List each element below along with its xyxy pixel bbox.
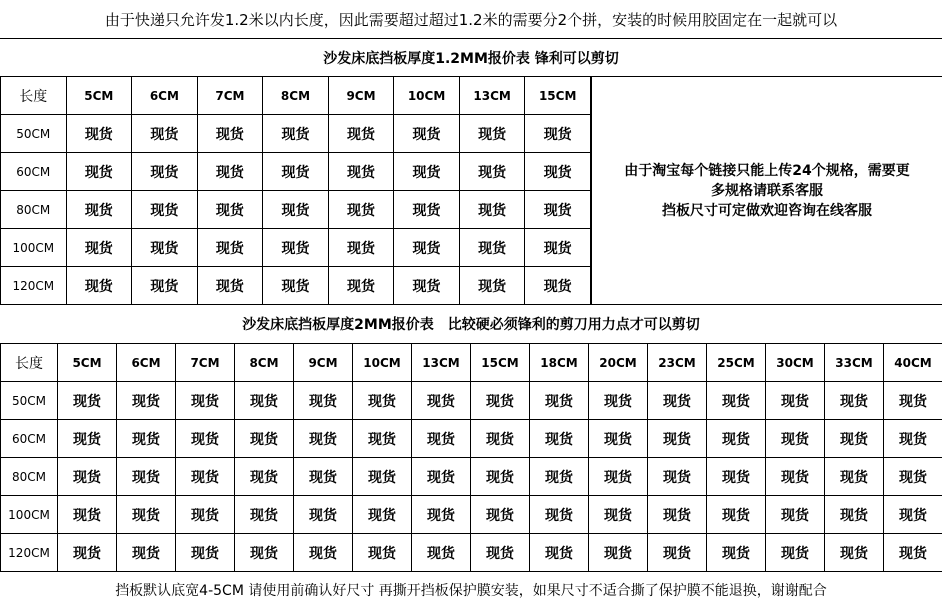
column-header: 18CM	[530, 344, 589, 382]
stock-status-cell: 现货	[530, 534, 589, 572]
stock-status-cell: 现货	[328, 115, 394, 153]
stock-status-cell: 现货	[353, 382, 412, 420]
side-note-line: 由于淘宝每个链接只能上传24个规格，需要更	[624, 162, 910, 179]
stock-status-cell: 现货	[117, 534, 176, 572]
stock-status-cell: 现货	[525, 115, 591, 153]
stock-status-cell: 现货	[766, 496, 825, 534]
stock-status-cell: 现货	[197, 267, 263, 305]
stock-status-cell: 现货	[589, 420, 648, 458]
bottom-notice-text: 挡板默认底宽4-5CM 请使用前确认好尺寸 再撕开挡板保护膜安装，如果尺寸不适合撕了保护膜不能退换，谢谢配合	[115, 583, 827, 599]
stock-status-cell: 现货	[589, 382, 648, 420]
stock-status-cell: 现货	[328, 153, 394, 191]
table-row	[1, 229, 591, 267]
row-length-label: 80CM	[1, 191, 67, 229]
stock-status-cell: 现货	[294, 496, 353, 534]
top-notice	[0, 0, 942, 38]
stock-status-cell: 现货	[471, 458, 530, 496]
stock-status-cell: 现货	[525, 267, 591, 305]
table-row	[1, 191, 591, 229]
column-header: 7CM	[176, 344, 235, 382]
stock-status-cell: 现货	[884, 496, 942, 534]
table1-title-text: 沙发床底挡板厚度1.2MM报价表 锋利可以剪切	[323, 51, 619, 67]
stock-status-cell: 现货	[394, 191, 460, 229]
stock-status-cell: 现货	[471, 420, 530, 458]
stock-status-cell: 现货	[294, 420, 353, 458]
row-length-label: 60CM	[1, 153, 67, 191]
stock-status-cell: 现货	[58, 458, 117, 496]
stock-status-cell: 现货	[263, 153, 329, 191]
row-length-label: 120CM	[1, 267, 67, 305]
stock-status-cell: 现货	[132, 267, 198, 305]
stock-status-cell: 现货	[530, 420, 589, 458]
stock-status-cell: 现货	[117, 420, 176, 458]
column-header: 10CM	[353, 344, 412, 382]
row-length-label: 120CM	[1, 534, 58, 572]
row-length-label: 100CM	[1, 229, 67, 267]
table1-title	[0, 39, 942, 77]
stock-status-cell: 现货	[263, 229, 329, 267]
stock-status-cell: 现货	[294, 458, 353, 496]
stock-status-cell: 现货	[117, 382, 176, 420]
stock-status-cell: 现货	[235, 534, 294, 572]
stock-status-cell: 现货	[66, 267, 132, 305]
stock-status-cell: 现货	[132, 229, 198, 267]
stock-status-cell: 现货	[530, 496, 589, 534]
column-header: 25CM	[707, 344, 766, 382]
column-header: 15CM	[525, 77, 591, 115]
stock-status-cell: 现货	[459, 229, 525, 267]
table1-price-grid	[0, 76, 591, 305]
stock-status-cell: 现货	[459, 191, 525, 229]
stock-status-cell: 现货	[525, 229, 591, 267]
stock-status-cell: 现货	[525, 153, 591, 191]
column-header: 8CM	[235, 344, 294, 382]
stock-status-cell: 现货	[197, 153, 263, 191]
stock-status-cell: 现货	[66, 115, 132, 153]
header-row	[1, 344, 942, 382]
column-header: 30CM	[766, 344, 825, 382]
stock-status-cell: 现货	[530, 382, 589, 420]
stock-status-cell: 现货	[412, 534, 471, 572]
stock-status-cell: 现货	[235, 382, 294, 420]
stock-status-cell: 现货	[58, 382, 117, 420]
stock-status-cell: 现货	[117, 496, 176, 534]
stock-status-cell: 现货	[884, 534, 942, 572]
stock-status-cell: 现货	[412, 496, 471, 534]
column-header: 33CM	[825, 344, 884, 382]
stock-status-cell: 现货	[825, 420, 884, 458]
stock-status-cell: 现货	[766, 420, 825, 458]
stock-status-cell: 现货	[176, 534, 235, 572]
stock-status-cell: 现货	[294, 382, 353, 420]
stock-status-cell: 现货	[263, 191, 329, 229]
column-header: 13CM	[459, 77, 525, 115]
column-header: 15CM	[471, 344, 530, 382]
stock-status-cell: 现货	[132, 191, 198, 229]
stock-status-cell: 现货	[825, 382, 884, 420]
stock-status-cell: 现货	[66, 153, 132, 191]
stock-status-cell: 现货	[707, 496, 766, 534]
stock-status-cell: 现货	[707, 458, 766, 496]
column-header: 5CM	[58, 344, 117, 382]
stock-status-cell: 现货	[589, 496, 648, 534]
stock-status-cell: 现货	[459, 153, 525, 191]
stock-status-cell: 现货	[66, 191, 132, 229]
stock-status-cell: 现货	[58, 420, 117, 458]
stock-status-cell: 现货	[648, 534, 707, 572]
row-length-label: 100CM	[1, 496, 58, 534]
stock-status-cell: 现货	[353, 534, 412, 572]
column-header: 6CM	[132, 77, 198, 115]
stock-status-cell: 现货	[530, 458, 589, 496]
column-header: 8CM	[263, 77, 329, 115]
stock-status-cell: 现货	[884, 420, 942, 458]
stock-status-cell: 现货	[766, 534, 825, 572]
stock-status-cell: 现货	[648, 458, 707, 496]
table-row	[1, 458, 942, 496]
column-header: 13CM	[412, 344, 471, 382]
stock-status-cell: 现货	[353, 458, 412, 496]
table1-side-note	[591, 77, 942, 304]
stock-status-cell: 现货	[648, 496, 707, 534]
header-length-label: 长度	[1, 77, 67, 115]
header-length-label: 长度	[1, 344, 58, 382]
stock-status-cell: 现货	[648, 420, 707, 458]
stock-status-cell: 现货	[58, 496, 117, 534]
column-header: 9CM	[294, 344, 353, 382]
row-length-label: 60CM	[1, 420, 58, 458]
stock-status-cell: 现货	[394, 267, 460, 305]
stock-status-cell: 现货	[235, 458, 294, 496]
stock-status-cell: 现货	[589, 534, 648, 572]
stock-status-cell: 现货	[412, 458, 471, 496]
stock-status-cell: 现货	[394, 115, 460, 153]
column-header: 7CM	[197, 77, 263, 115]
stock-status-cell: 现货	[825, 534, 884, 572]
stock-status-cell: 现货	[884, 382, 942, 420]
stock-status-cell: 现货	[353, 420, 412, 458]
column-header: 23CM	[648, 344, 707, 382]
bottom-notice	[0, 571, 942, 609]
stock-status-cell: 现货	[176, 420, 235, 458]
side-note-line: 多规格请联系客服	[711, 182, 823, 199]
stock-status-cell: 现货	[648, 382, 707, 420]
table-row	[1, 153, 591, 191]
stock-status-cell: 现货	[235, 420, 294, 458]
table-row	[1, 382, 942, 420]
stock-status-cell: 现货	[589, 458, 648, 496]
stock-status-cell: 现货	[176, 458, 235, 496]
side-note-line: 挡板尺寸可定做欢迎咨询在线客服	[662, 202, 872, 219]
stock-status-cell: 现货	[176, 382, 235, 420]
stock-status-cell: 现货	[197, 229, 263, 267]
stock-status-cell: 现货	[263, 115, 329, 153]
column-header: 40CM	[884, 344, 942, 382]
column-header: 6CM	[117, 344, 176, 382]
stock-status-cell: 现货	[459, 115, 525, 153]
stock-status-cell: 现货	[235, 496, 294, 534]
stock-status-cell: 现货	[525, 191, 591, 229]
row-length-label: 80CM	[1, 458, 58, 496]
stock-status-cell: 现货	[766, 382, 825, 420]
table-row	[1, 534, 942, 572]
stock-status-cell: 现货	[412, 420, 471, 458]
stock-status-cell: 现货	[459, 267, 525, 305]
stock-status-cell: 现货	[766, 458, 825, 496]
stock-status-cell: 现货	[412, 382, 471, 420]
stock-status-cell: 现货	[66, 229, 132, 267]
stock-status-cell: 现货	[471, 534, 530, 572]
column-header: 5CM	[66, 77, 132, 115]
stock-status-cell: 现货	[394, 229, 460, 267]
stock-status-cell: 现货	[328, 267, 394, 305]
row-length-label: 50CM	[1, 115, 67, 153]
table2-title-text: 沙发床底挡板厚度2MM报价表 比较硬必须锋利的剪刀用力点才可以剪切	[242, 317, 700, 333]
stock-status-cell: 现货	[263, 267, 329, 305]
stock-status-cell: 现货	[707, 420, 766, 458]
table2-title	[0, 305, 942, 343]
stock-status-cell: 现货	[294, 534, 353, 572]
stock-status-cell: 现货	[825, 496, 884, 534]
table-row	[1, 496, 942, 534]
column-header: 9CM	[328, 77, 394, 115]
stock-status-cell: 现货	[825, 458, 884, 496]
stock-status-cell: 现货	[197, 191, 263, 229]
stock-status-cell: 现货	[117, 458, 176, 496]
table2-price-grid	[0, 343, 942, 572]
stock-status-cell: 现货	[132, 115, 198, 153]
stock-status-cell: 现货	[471, 382, 530, 420]
column-header: 20CM	[589, 344, 648, 382]
stock-status-cell: 现货	[707, 534, 766, 572]
stock-status-cell: 现货	[353, 496, 412, 534]
header-row	[1, 77, 591, 115]
table-row	[1, 267, 591, 305]
stock-status-cell: 现货	[707, 382, 766, 420]
table-row	[1, 420, 942, 458]
stock-status-cell: 现货	[471, 496, 530, 534]
stock-status-cell: 现货	[884, 458, 942, 496]
stock-status-cell: 现货	[176, 496, 235, 534]
table-row	[1, 115, 591, 153]
row-length-label: 50CM	[1, 382, 58, 420]
stock-status-cell: 现货	[328, 229, 394, 267]
stock-status-cell: 现货	[132, 153, 198, 191]
stock-status-cell: 现货	[394, 153, 460, 191]
stock-status-cell: 现货	[328, 191, 394, 229]
column-header: 10CM	[394, 77, 460, 115]
stock-status-cell: 现货	[197, 115, 263, 153]
stock-status-cell: 现货	[58, 534, 117, 572]
top-notice-text: 由于快递只允许发1.2米以内长度，因此需要超过超过1.2米的需要分2个拼，安装的时候用胶固定在一起就可以	[104, 10, 838, 29]
